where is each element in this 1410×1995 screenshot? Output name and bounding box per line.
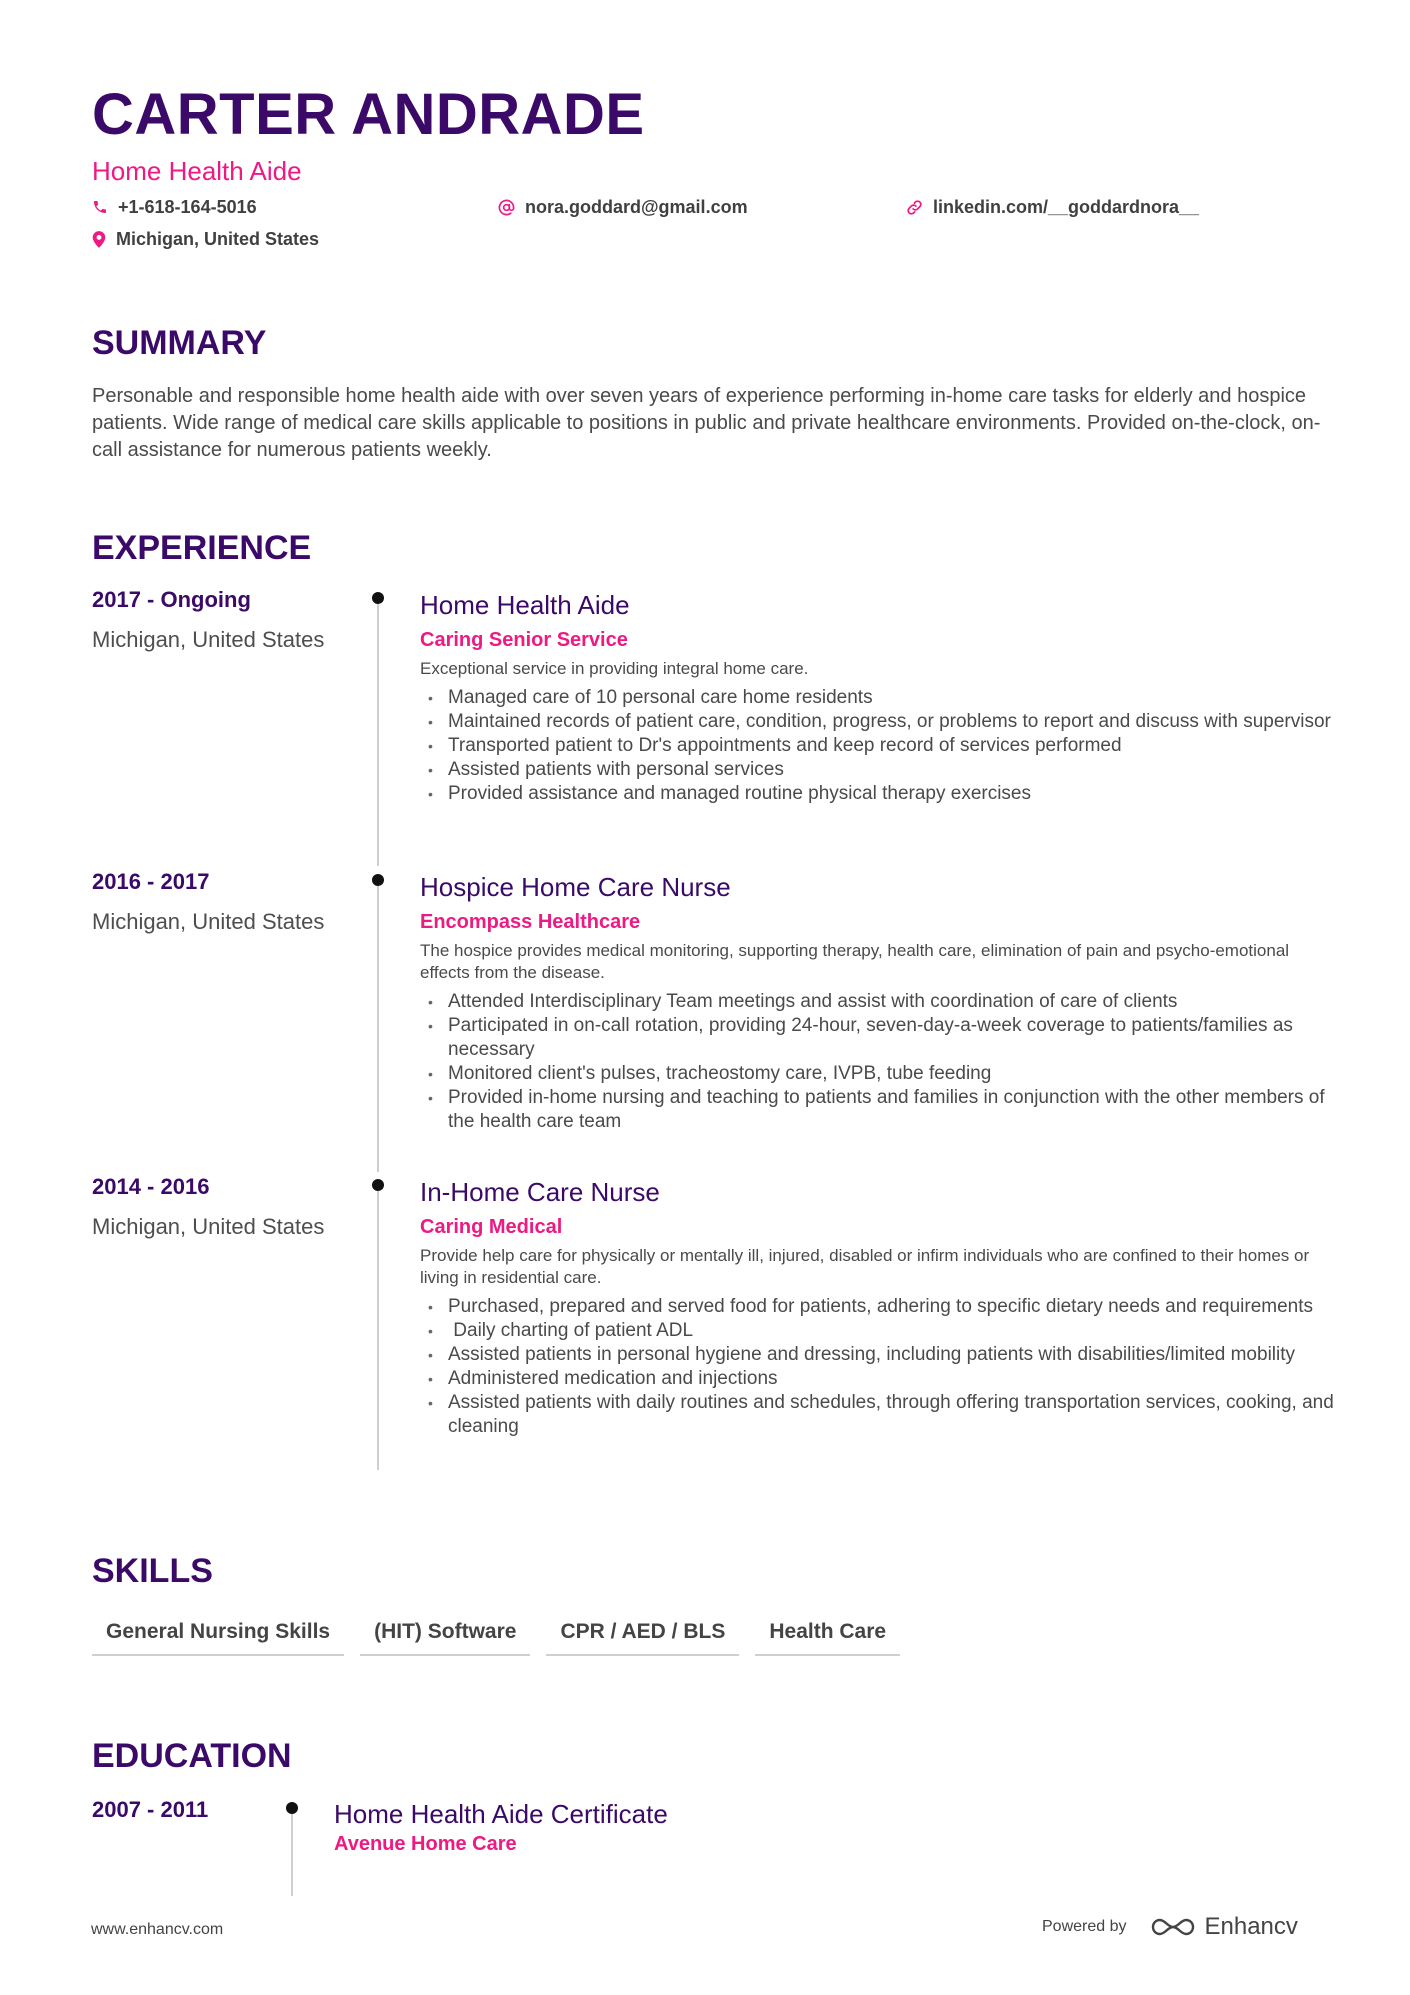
job-description: The hospice provides medical monitoring, supporting therapy, health care, elimination of pain and psycho-emotional effects from the disease. (420, 941, 1290, 982)
footer-website[interactable]: www.enhancv.com (91, 1921, 224, 1938)
list-item: • Purchased, prepared and served food for patients, adhering to specific dietary needs and requirements (420, 1295, 1340, 1319)
job-title: In-Home Care Nurse (420, 1177, 660, 1207)
skills-heading: SKILLS (92, 1552, 213, 1590)
job-title: Hospice Home Care Nurse (420, 872, 731, 902)
skill-tag: (HIT) Software (360, 1618, 530, 1656)
timeline-line (291, 1810, 293, 1896)
job-location: Michigan, United States (92, 909, 325, 934)
job-description: Exceptional service in providing integral home care. (420, 659, 809, 678)
location-text: Michigan, United States (116, 229, 320, 249)
candidate-role: Home Health Aide (92, 156, 302, 186)
list-item: • Daily charting of patient ADL (420, 1319, 1340, 1343)
experience-heading: EXPERIENCE (92, 529, 312, 567)
summary-heading: SUMMARY (92, 324, 267, 362)
skill-tag: General Nursing Skills (92, 1618, 344, 1656)
job-bullets (420, 686, 1340, 806)
job-description: Provide help care for physically or mentally ill, injured, disabled or infirm individuals who are confined to their homes or living in residential care. (420, 1246, 1310, 1287)
list-item: • Administered medication and injections (420, 1367, 1340, 1391)
brand-logo[interactable] (1149, 1913, 1298, 1941)
timeline-line (377, 1187, 379, 1470)
contact-email[interactable] (498, 195, 748, 219)
email-text: nora.goddard@gmail.com (525, 197, 748, 217)
job-location: Michigan, United States (92, 1214, 325, 1239)
brand-name: Enhancv (1204, 1913, 1298, 1940)
list-item: • Assisted patients with personal services (420, 758, 1340, 782)
job-bullets (420, 1295, 1340, 1439)
list-item: • Monitored client's pulses, tracheostomy care, IVPB, tube feeding (420, 1062, 1340, 1086)
list-item: • Transported patient to Dr's appointments and keep record of services performed (420, 734, 1340, 758)
list-item: • Managed care of 10 personal care home residents (420, 686, 1340, 710)
list-item: • Provided in-home nursing and teaching to patients and families in conjunction with the other members of the health care team (420, 1086, 1340, 1134)
company-name: Caring Medical (420, 1216, 563, 1238)
job-bullets (420, 990, 1340, 1134)
education-heading: EDUCATION (92, 1737, 292, 1775)
contact-location (92, 227, 319, 251)
phone-text: +1-618-164-5016 (118, 197, 257, 217)
company-name: Encompass Healthcare (420, 911, 641, 933)
enhancv-logo-icon (1149, 1915, 1197, 1939)
linkedin-text: linkedin.com/__goddardnora__ (933, 197, 1200, 217)
list-item: • Attended Interdisciplinary Team meetings and assist with coordination of care of clients (420, 990, 1340, 1014)
list-item: • Assisted patients in personal hygiene and dressing, including patients with disabilities/limited mobility (420, 1343, 1340, 1367)
list-item: • Participated in on-call rotation, providing 24-hour, seven-day-a-week coverage to patients/families as necessary (420, 1014, 1340, 1062)
education-dates: 2007 - 2011 (92, 1797, 209, 1822)
list-item: • Provided assistance and managed routine physical therapy exercises (420, 782, 1340, 806)
contact-phone[interactable] (92, 195, 257, 219)
company-name: Caring Senior Service (420, 629, 628, 651)
powered-by-text: Powered by (1042, 1918, 1127, 1935)
timeline-dot (372, 874, 384, 886)
skill-tag: CPR / AED / BLS (546, 1618, 739, 1656)
location-pin-icon (92, 231, 106, 248)
at-icon (498, 199, 515, 216)
timeline-line (377, 600, 379, 866)
timeline-dot (286, 1802, 298, 1814)
contact-linkedin[interactable] (906, 195, 1199, 219)
education-school: Avenue Home Care (334, 1833, 517, 1855)
timeline-dot (372, 1179, 384, 1191)
education-degree: Home Health Aide Certificate (334, 1799, 668, 1829)
phone-icon (92, 199, 108, 215)
candidate-name: CARTER ANDRADE (92, 82, 645, 147)
summary-text: Personable and responsible home health aide with over seven years of experience performing in-home care tasks for elderly and hospice patients. Wide range of medical care skills applicable to positions in public and private healthcare environments. Provided on-the-clock, on-call assistance for numerous patients weekly. (92, 385, 1321, 461)
job-location: Michigan, United States (92, 627, 325, 652)
list-item: • Maintained records of patient care, condition, progress, or problems to report and discuss with supervisor (420, 710, 1340, 734)
skill-tag: Health Care (755, 1618, 900, 1656)
timeline-dot (372, 592, 384, 604)
footer-branding (1042, 1913, 1298, 1941)
job-dates: 2014 - 2016 (92, 1174, 210, 1199)
link-icon (906, 199, 923, 216)
job-title: Home Health Aide (420, 590, 630, 620)
skills-list (92, 1618, 900, 1656)
job-dates: 2017 - Ongoing (92, 587, 251, 612)
timeline-line (377, 882, 379, 1172)
list-item: • Assisted patients with daily routines and schedules, through offering transportation services, cooking, and cleaning (420, 1391, 1340, 1439)
job-dates: 2016 - 2017 (92, 869, 210, 894)
